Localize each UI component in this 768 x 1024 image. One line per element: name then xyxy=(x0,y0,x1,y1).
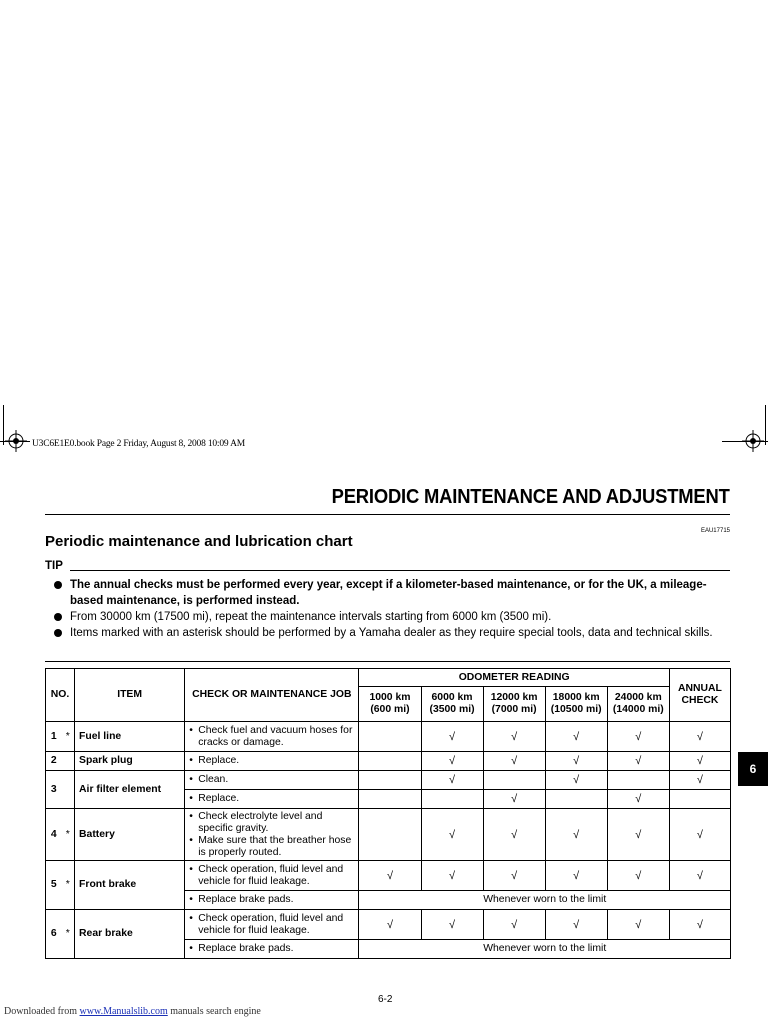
item-number: 3 xyxy=(46,771,62,809)
item-name: Rear brake xyxy=(75,910,185,959)
crop-mark xyxy=(3,405,4,445)
empty-cell xyxy=(607,771,669,790)
crop-mark xyxy=(765,405,766,445)
job-text: Replace. xyxy=(198,793,240,804)
job-line xyxy=(189,835,355,859)
interval-mi: (14000 mi) xyxy=(612,704,664,715)
header-job: CHECK OR MAINTENANCE JOB xyxy=(185,669,359,722)
header-annual: ANNUAL CHECK xyxy=(669,669,730,722)
job-line xyxy=(189,725,355,749)
interval-km: 12000 km xyxy=(490,692,538,703)
header-interval xyxy=(607,687,669,722)
empty-cell xyxy=(359,752,421,771)
check-mark: √ xyxy=(669,771,730,790)
check-mark: √ xyxy=(421,752,483,771)
bullet-icon xyxy=(54,581,62,589)
dealer-asterisk: * xyxy=(62,722,75,752)
job-text: Clean. xyxy=(198,774,229,785)
interval-km: 6000 km xyxy=(431,692,473,703)
tip-item: From 30000 km (17500 mi), repeat the maintenance intervals starting from 6000 km (3500 mi). xyxy=(52,609,732,625)
job-line xyxy=(189,793,355,805)
maintenance-job xyxy=(185,752,359,771)
check-mark: √ xyxy=(421,722,483,752)
maintenance-job xyxy=(185,809,359,861)
dealer-asterisk: * xyxy=(62,910,75,959)
empty-cell xyxy=(669,790,730,809)
job-line xyxy=(189,864,355,888)
empty-cell xyxy=(359,809,421,861)
maintenance-job xyxy=(185,722,359,752)
header-interval xyxy=(483,687,545,722)
interval-mi: (10500 mi) xyxy=(550,704,602,715)
job-text: Check electrolyte level and specific gravity. xyxy=(198,810,323,834)
maintenance-job xyxy=(185,891,359,910)
empty-cell xyxy=(483,771,545,790)
job-text: Check fuel and vacuum hoses for cracks or damage. xyxy=(198,724,353,748)
header-item: ITEM xyxy=(75,669,185,722)
job-line xyxy=(189,913,355,937)
bullet-icon: • xyxy=(189,943,193,954)
check-mark: √ xyxy=(545,771,607,790)
bullet-icon: • xyxy=(189,912,193,924)
tip-label: TIP xyxy=(45,560,63,572)
bullet-icon: • xyxy=(189,755,193,766)
check-mark: √ xyxy=(483,861,545,891)
item-number: 4 xyxy=(46,809,62,861)
table-divider xyxy=(45,661,730,662)
check-mark: √ xyxy=(545,752,607,771)
item-number: 6 xyxy=(46,910,62,959)
bullet-icon: • xyxy=(189,810,193,822)
document-code: EAU17715 xyxy=(700,528,730,534)
dealer-asterisk xyxy=(62,752,75,771)
item-name: Front brake xyxy=(75,861,185,910)
maintenance-table xyxy=(45,668,731,959)
dealer-asterisk xyxy=(62,771,75,809)
bullet-icon: • xyxy=(189,774,193,785)
maintenance-job xyxy=(185,861,359,891)
check-mark: √ xyxy=(607,790,669,809)
item-number: 1 xyxy=(46,722,62,752)
job-text: Replace. xyxy=(198,755,240,766)
item-name: Fuel line xyxy=(75,722,185,752)
page-number: 6-2 xyxy=(378,994,393,1005)
job-text: Make sure that the breather hose is properly routed. xyxy=(198,834,352,858)
interval-km: 18000 km xyxy=(552,692,600,703)
check-mark: √ xyxy=(607,809,669,861)
job-line xyxy=(189,811,355,835)
maintenance-job xyxy=(185,940,359,959)
registration-mark-icon xyxy=(5,430,27,452)
table-row xyxy=(46,771,731,790)
tip-item: The annual checks must be performed every year, except if a kilometer-based maintenance, or for the UK, a mileage-based maintenance, is performed instead. xyxy=(52,577,732,609)
empty-cell xyxy=(359,771,421,790)
manualslib-link[interactable]: www.Manualslib.com xyxy=(79,1006,168,1017)
item-name: Battery xyxy=(75,809,185,861)
check-mark: √ xyxy=(545,861,607,891)
check-mark: √ xyxy=(483,722,545,752)
check-mark: √ xyxy=(545,910,607,940)
empty-cell xyxy=(545,790,607,809)
check-mark: √ xyxy=(545,809,607,861)
title-divider xyxy=(45,514,730,515)
check-mark: √ xyxy=(607,722,669,752)
empty-cell xyxy=(359,790,421,809)
check-mark: √ xyxy=(607,910,669,940)
header-interval xyxy=(359,687,421,722)
item-number: 5 xyxy=(46,861,62,910)
check-mark: √ xyxy=(483,809,545,861)
check-mark: √ xyxy=(421,910,483,940)
job-text: Check operation, fluid level and vehicle for fluid leakage. xyxy=(198,912,344,936)
bullet-icon xyxy=(54,613,62,621)
check-mark: √ xyxy=(483,910,545,940)
table-row xyxy=(46,752,731,771)
interval-mi: (3500 mi) xyxy=(429,704,475,715)
job-line xyxy=(189,894,355,906)
table-row xyxy=(46,910,731,940)
check-mark: √ xyxy=(669,752,730,771)
bullet-icon xyxy=(54,629,62,637)
download-footer: Downloaded from www.Manualslib.com manuals search engine xyxy=(4,1006,261,1017)
interval-note: Whenever worn to the limit xyxy=(359,891,731,910)
interval-km: 24000 km xyxy=(614,692,662,703)
bullet-icon: • xyxy=(189,834,193,846)
chart-heading: Periodic maintenance and lubrication chart xyxy=(45,533,353,550)
interval-km: 1000 km xyxy=(369,692,411,703)
job-line xyxy=(189,943,355,955)
item-name: Spark plug xyxy=(75,752,185,771)
check-mark: √ xyxy=(669,910,730,940)
registration-mark-icon xyxy=(742,430,764,452)
check-mark: √ xyxy=(421,771,483,790)
check-mark: √ xyxy=(483,790,545,809)
job-line xyxy=(189,774,355,786)
tip-list xyxy=(52,577,732,641)
interval-mi: (600 mi) xyxy=(370,704,410,715)
maintenance-job xyxy=(185,790,359,809)
bullet-icon: • xyxy=(189,863,193,875)
item-number: 2 xyxy=(46,752,62,771)
maintenance-job xyxy=(185,910,359,940)
job-text: Check operation, fluid level and vehicle for fluid leakage. xyxy=(198,863,344,887)
interval-note: Whenever worn to the limit xyxy=(359,940,731,959)
chapter-tab: 6 xyxy=(738,752,768,786)
header-no: NO. xyxy=(46,669,75,722)
check-mark: √ xyxy=(669,809,730,861)
dealer-asterisk: * xyxy=(62,809,75,861)
header-interval xyxy=(421,687,483,722)
empty-cell xyxy=(421,790,483,809)
empty-cell xyxy=(359,722,421,752)
dealer-asterisk: * xyxy=(62,861,75,910)
check-mark: √ xyxy=(421,809,483,861)
check-mark: √ xyxy=(607,752,669,771)
check-mark: √ xyxy=(545,722,607,752)
table-row xyxy=(46,861,731,891)
tip-divider xyxy=(70,570,730,571)
page-title: PERIODIC MAINTENANCE AND ADJUSTMENT xyxy=(331,486,730,508)
table-row xyxy=(46,722,731,752)
job-text: Replace brake pads. xyxy=(198,943,294,954)
interval-mi: (7000 mi) xyxy=(491,704,537,715)
header-interval xyxy=(545,687,607,722)
table-row xyxy=(46,809,731,861)
file-stamp: U3C6E1E0.book Page 2 Friday, August 8, 2008 10:09 AM xyxy=(32,439,246,449)
check-mark: √ xyxy=(359,910,421,940)
check-mark: √ xyxy=(483,752,545,771)
bullet-icon: • xyxy=(189,793,193,804)
item-name: Air filter element xyxy=(75,771,185,809)
check-mark: √ xyxy=(421,861,483,891)
job-line xyxy=(189,755,355,767)
header-odometer: ODOMETER READING xyxy=(359,669,669,687)
maintenance-job xyxy=(185,771,359,790)
check-mark: √ xyxy=(607,861,669,891)
tip-item: Items marked with an asterisk should be performed by a Yamaha dealer as they require special tools, data and technical skills. xyxy=(52,625,732,641)
check-mark: √ xyxy=(669,861,730,891)
check-mark: √ xyxy=(669,722,730,752)
job-text: Replace brake pads. xyxy=(198,894,294,905)
bullet-icon: • xyxy=(189,724,193,736)
check-mark: √ xyxy=(359,861,421,891)
bullet-icon: • xyxy=(189,894,193,905)
